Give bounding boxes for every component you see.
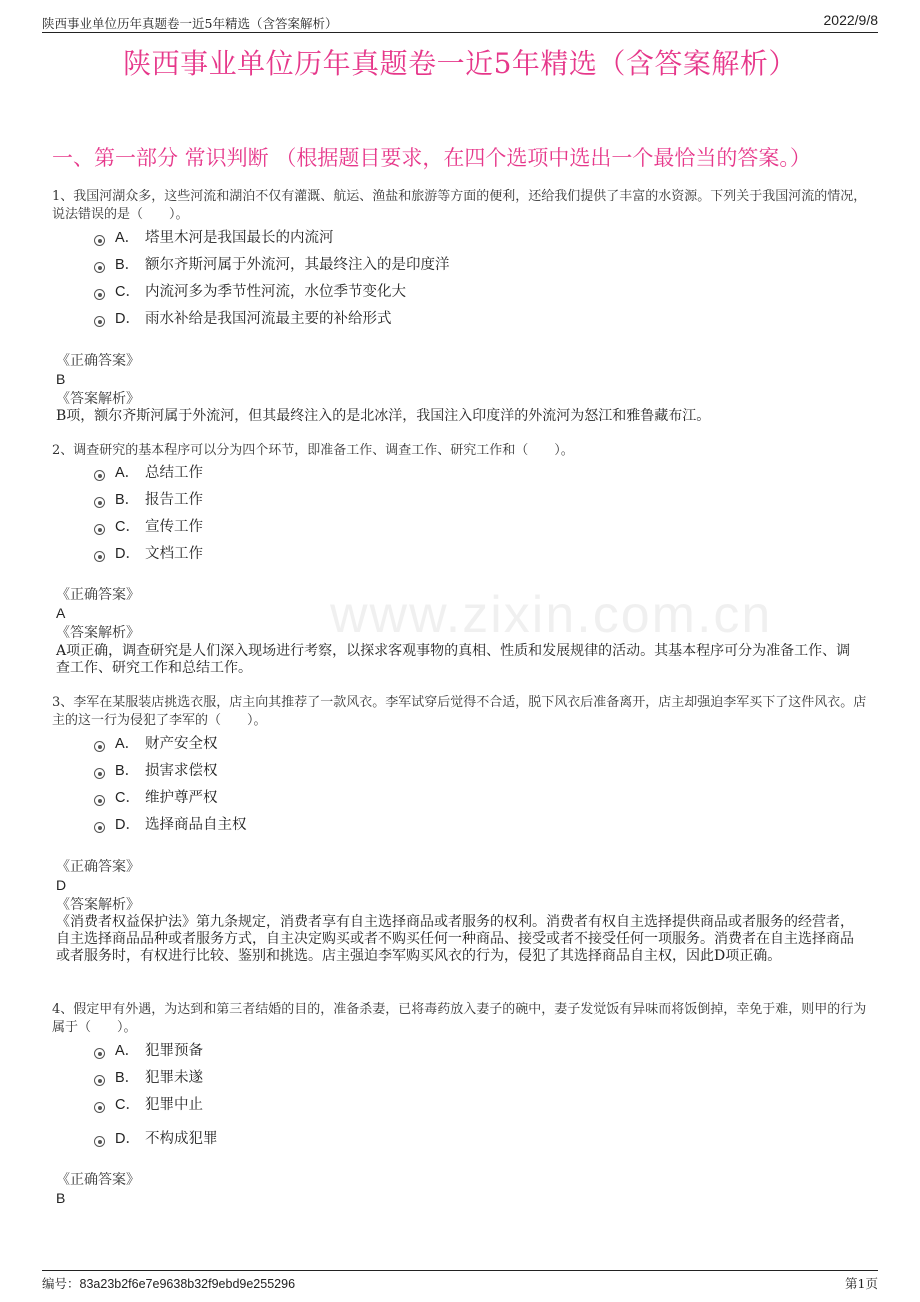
radio-icon[interactable] [94,470,105,481]
radio-icon[interactable] [94,741,105,752]
radio-icon[interactable] [94,235,105,246]
question-3-option-d[interactable]: D． 选择商品自主权 [94,815,247,835]
question-1-explanation: B项，额尔齐斯河属于外流河，但其最终注入的是北冰洋，我国注入印度洋的外流河为怒江和雅鲁藏布江。 [56,408,711,424]
radio-icon[interactable] [94,262,105,273]
radio-icon[interactable] [94,768,105,779]
question-4-option-d[interactable]: D． 不构成犯罪 [94,1129,218,1149]
question-3-explanation: 《消费者权益保护法》第九条规定，消费者享有自主选择商品或者服务的权利。消费者有权自主选择提供商品或者服务的经营者，自主选择商品品种或者服务方式，自主决定购买或者不购买任何一种商品、接受或者不接受任何一项服务。消费者在自主选择商品或者服务时，有权进行比较、鉴别和挑选。店主强迫李军购买风衣的行为，侵犯了其选择商品自主权，因此D项正确。 [56,914,854,964]
radio-icon[interactable] [94,1075,105,1086]
document-title: 陕西事业单位历年真题卷一近5年精选（含答案解析） [123,47,797,80]
answer-label: 《正确答案》 [56,859,140,875]
radio-icon[interactable] [94,551,105,562]
answer-label: 《正确答案》 [56,353,140,369]
answer-label: 《正确答案》 [56,1172,140,1188]
question-1-option-a[interactable]: A． 塔里木河是我国最长的内流河 [94,228,334,248]
radio-icon[interactable] [94,524,105,535]
question-2-text: 2、调查研究的基本程序可以分为四个环节，即准备工作、调查工作、研究工作和（ ）。 [52,443,574,458]
question-4-answer: B [56,1190,66,1206]
question-4-option-b[interactable]: B． 犯罪未遂 [94,1068,203,1088]
question-1-option-d[interactable]: D． 雨水补给是我国河流最主要的补给形式 [94,309,392,329]
question-3-option-b[interactable]: B． 损害求偿权 [94,761,218,781]
explanation-label: 《答案解析》 [56,897,140,913]
section-heading: 一、第一部分 常识判断 （根据题目要求，在四个选项中选出一个最恰当的答案。） [52,146,811,170]
footer-id: 编号：83a23b2f6e7e9638b32f9ebd9e255296 [42,1276,296,1291]
question-1-answer: B [56,371,66,387]
radio-icon[interactable] [94,1048,105,1059]
question-3-answer: D [56,877,67,893]
question-3-option-a[interactable]: A． 财产安全权 [94,734,218,754]
question-1-text: 1、我国河湖众多，这些河流和湖泊不仅有灌溉、航运、渔盐和旅游等方面的便利，还给我们提供了丰富的水资源。下列关于我国河流的情况，说法错误的是（ ）。 [52,189,867,222]
radio-icon[interactable] [94,289,105,300]
radio-icon[interactable] [94,1136,105,1147]
question-4-option-c[interactable]: C． 犯罪中止 [94,1095,203,1115]
footer-page-number: 第1页 [845,1276,878,1291]
question-2-answer: A [56,605,66,621]
explanation-label: 《答案解析》 [56,391,140,407]
page-header [42,12,878,33]
question-3-option-c[interactable]: C． 维护尊严权 [94,788,218,808]
header-date: 2022/9/8 [823,12,878,28]
page-footer [42,1270,878,1293]
question-1-option-c[interactable]: C． 内流河多为季节性河流，水位季节变化大 [94,282,406,302]
question-2-option-a[interactable]: A． 总结工作 [94,463,203,483]
question-2-option-d[interactable]: D． 文档工作 [94,544,203,564]
watermark: www.zixin.com.cn [330,586,773,644]
question-1-option-b[interactable]: B． 额尔齐斯河属于外流河，其最终注入的是印度洋 [94,255,450,275]
radio-icon[interactable] [94,1102,105,1113]
question-4-option-a[interactable]: A． 犯罪预备 [94,1041,203,1061]
question-4-text: 4、假定甲有外遇，为达到和第三者结婚的目的，准备杀妻，已将毒药放入妻子的碗中，妻子发觉饭有异味而将饭倒掉，幸免于难，则甲的行为属于（ ）。 [52,1002,867,1035]
radio-icon[interactable] [94,795,105,806]
answer-label: 《正确答案》 [56,587,140,603]
question-2-option-c[interactable]: C． 宣传工作 [94,517,203,537]
radio-icon[interactable] [94,316,105,327]
header-doc-title: 陕西事业单位历年真题卷一近5年精选（含答案解析） [42,16,338,31]
question-3-text: 3、李军在某服装店挑选衣服，店主向其推荐了一款风衣。李军试穿后觉得不合适，脱下风衣后准备离开，店主却强迫李军买下了这件风衣。店主的这一行为侵犯了李军的（ ）。 [52,695,867,728]
question-2-explanation: A项正确，调查研究是人们深入现场进行考察，以探求客观事物的真相、性质和发展规律的活动。其基本程序可分为准备工作、调查工作、研究工作和总结工作。 [56,643,851,676]
question-2-option-b[interactable]: B． 报告工作 [94,490,203,510]
radio-icon[interactable] [94,497,105,508]
radio-icon[interactable] [94,822,105,833]
explanation-label: 《答案解析》 [56,625,140,641]
